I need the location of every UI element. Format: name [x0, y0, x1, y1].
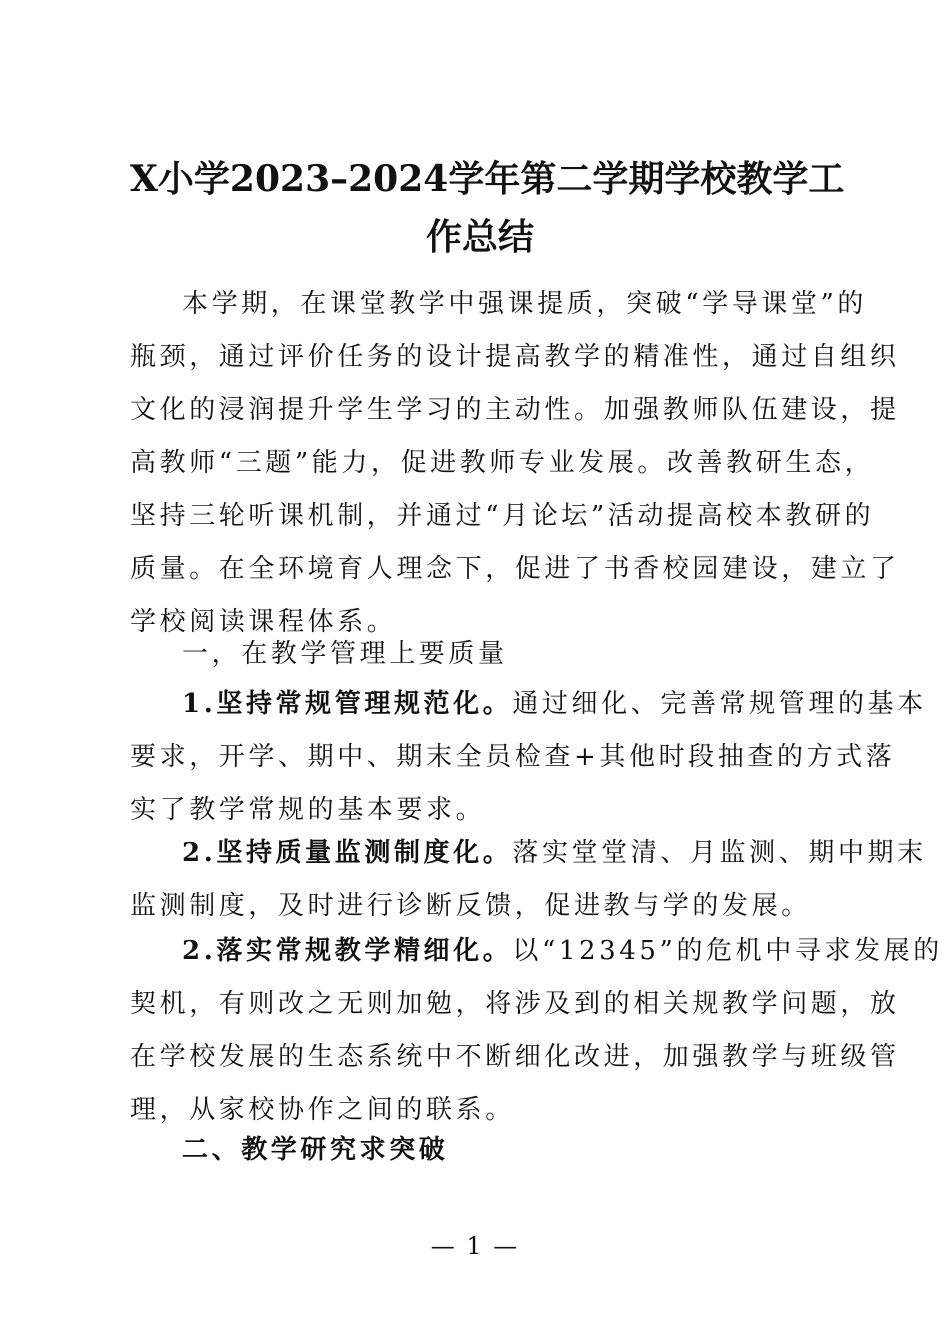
item-2-first-line-rest: 落实堂堂清、月监测、期中期末: [512, 838, 927, 868]
section-2-heading: 二、教学研究求突破: [182, 1135, 449, 1165]
item-1-line: 要求，开学、期中、期末全员检查+其他时段抽查的方式落: [130, 742, 896, 772]
item-1-first-line: [130, 678, 927, 731]
section-1-heading-block: [130, 628, 830, 681]
item-2-line: 监测制度，及时进行诊断反馈，促进教与学的发展。: [130, 891, 811, 921]
intro-line: 高教师“三题”能力，促进教师专业发展。改善教研生态，: [130, 448, 875, 478]
intro-paragraph: [130, 278, 900, 649]
intro-line: 质量。在全环境育人理念下，促进了书香校园建设，建立了: [130, 554, 900, 584]
intro-line: 文化的浸润提升学生学习的主动性。加强教师队伍建设，提: [130, 395, 900, 425]
item-1-first-line-rest: 通过细化、完善常规管理的基本: [512, 689, 927, 719]
item-2-paragraph: [130, 827, 927, 933]
item-2-first-line: [130, 827, 927, 880]
item-3-first-line-rest: 以“12345”的危机中寻求发展的: [512, 936, 943, 966]
document-title: [130, 150, 845, 266]
section-2-heading-block: [130, 1124, 830, 1177]
title-line-2: 作总结: [425, 216, 534, 258]
intro-line: 坚持三轮听课机制，并通过“月论坛”活动提高校本教研的: [130, 501, 875, 531]
item-3-line: 契机，有则改之无则加勉，将涉及到的相关规教学问题，放: [130, 989, 900, 1019]
item-3-line: 在学校发展的生态系统中不断细化改进，加强教学与班级管: [130, 1042, 900, 1072]
item-1-lead: 1.坚持常规管理规范化。: [182, 689, 513, 719]
item-2-lead: 2.坚持质量监测制度化。: [182, 838, 513, 868]
item-3-lead: 2.落实常规教学精细化。: [182, 936, 513, 966]
item-1-paragraph: [130, 678, 927, 837]
item-3-paragraph: [130, 925, 943, 1137]
title-line-1: X小学2023–2024学年第二学期学校教学工: [130, 158, 845, 200]
intro-line: 学校阅读课程体系。: [130, 607, 397, 637]
item-3-line: 理，从家校协作之间的联系。: [130, 1095, 515, 1125]
item-1-line: 实了教学常规的基本要求。: [130, 795, 486, 825]
intro-line: 瓶颈，通过评价任务的设计提高教学的精准性，通过自组织: [130, 342, 900, 372]
item-3-first-line: [130, 925, 943, 978]
page-number: — 1 —: [430, 1232, 520, 1260]
section-1-heading: 一，在教学管理上要质量: [182, 639, 508, 669]
intro-line: 本学期，在课堂教学中强课提质，突破“学导课堂”的: [182, 289, 867, 319]
